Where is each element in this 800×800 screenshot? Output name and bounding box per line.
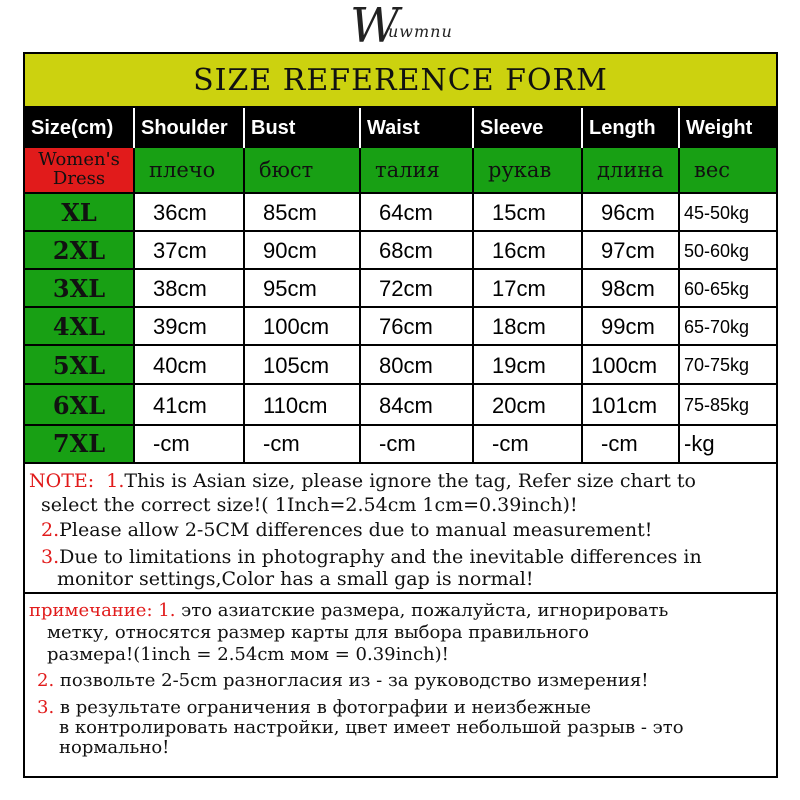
note-line [37,670,648,691]
ru-header-shoulder: плечо [135,148,245,194]
waist-value: 64cm [361,194,474,232]
length-value: 97cm [583,232,680,270]
table-row [25,270,776,308]
bust-value: -cm [245,426,361,462]
waist-value: -cm [361,426,474,462]
waist-value: 68cm [361,232,474,270]
sleeve-value: 16cm [474,232,583,270]
waist-value: 84cm [361,385,474,426]
weight-value: 60-65kg [680,270,776,308]
sleeve-value: 17cm [474,270,583,308]
note-number: 3. [41,546,60,568]
size-label: 6XL [25,385,135,426]
bust-value: 90cm [245,232,361,270]
weight-value: 75-85kg [680,385,776,426]
brand-logo [350,0,480,54]
size-label: XL [25,194,135,232]
ru-header-length: длина [583,148,680,194]
note-label: примечание: [29,600,153,621]
logo-text: uwmnu [388,22,453,41]
sleeve-value: -cm [474,426,583,462]
shoulder-value: 38cm [135,270,245,308]
sleeve-value: 15cm [474,194,583,232]
note-text: This is Asian size, please ignore the tag, Refer size chart to [124,470,696,492]
note-line [29,600,668,621]
ru-header-weight: вес [680,148,776,194]
header-weight: Weight [680,108,776,148]
shoulder-value: 37cm [135,232,245,270]
note-text: Please allow 2-5CM differences due to manual measurement! [59,519,653,541]
waist-value: 72cm [361,270,474,308]
title-banner [25,54,776,108]
table-row [25,385,776,426]
note-number: 2. [37,670,55,691]
bust-value: 100cm [245,308,361,346]
note-text: позвольте 2-5cm разногласия из - за руководство измерения! [59,670,649,691]
note-label: NOTE: [29,470,95,492]
weight-value: 45-50kg [680,194,776,232]
note-number: 1. [158,600,176,621]
ru-header-waist: талия [361,148,474,194]
russian-header-row [25,148,776,194]
notes-english [25,462,776,594]
table-row [25,346,776,385]
bust-value: 110cm [245,385,361,426]
note-text: это азиатские размера, пожалуйста, игнорировать [181,600,669,621]
size-label: 7XL [25,426,135,462]
table-row [25,232,776,270]
size-label: 2XL [25,232,135,270]
note-line [29,470,696,492]
note-text: размера!(1inch = 2.54cm мом = 0.39inch)! [47,644,449,665]
length-value: 96cm [583,194,680,232]
notes-russian [25,596,776,776]
note-line [41,519,652,541]
weight-value: 65-70kg [680,308,776,346]
sleeve-value: 20cm [474,385,583,426]
note-text: select the correct size!( 1Inch=2.54cm 1cm=0.39inch)! [41,494,578,516]
size-label: 5XL [25,346,135,385]
bust-value: 85cm [245,194,361,232]
shoulder-value: 40cm [135,346,245,385]
length-value: 100cm [583,346,680,385]
header-sleeve: Sleeve [474,108,583,148]
shoulder-value: 41cm [135,385,245,426]
note-text: нормально! [59,737,170,758]
table-row [25,426,776,462]
logo-letter: W [350,0,400,54]
weight-value: 70-75kg [680,346,776,385]
size-label: 4XL [25,308,135,346]
length-value: 99cm [583,308,680,346]
note-line [37,697,591,718]
length-value: -cm [583,426,680,462]
length-value: 98cm [583,270,680,308]
note-number: 2. [41,519,60,541]
women-dress-label: Women's Dress [25,148,135,194]
header-row [25,108,776,148]
shoulder-value: -cm [135,426,245,462]
sleeve-value: 19cm [474,346,583,385]
waist-value: 80cm [361,346,474,385]
note-text: monitor settings,Color has a small gap is normal! [57,568,534,590]
ru-header-sleeve: рукав [474,148,583,194]
header-bust: Bust [245,108,361,148]
note-number: 1. [106,470,125,492]
note-text: в результате ограничения в фотографии и неизбежные [59,697,592,718]
waist-value: 76cm [361,308,474,346]
weight-value: -kg [684,431,715,456]
size-label: 3XL [25,270,135,308]
ru-header-bust: бюст [245,148,361,194]
header-size: Size(cm) [25,108,135,148]
sleeve-value: 18cm [474,308,583,346]
table-row [25,194,776,232]
bust-value: 105cm [245,346,361,385]
header-length: Length [583,108,680,148]
table-row [25,308,776,346]
length-value: 101cm [583,385,680,426]
note-text: в контролировать настройки, цвет имеет небольшой разрыв - это [59,717,684,738]
shoulder-value: 39cm [135,308,245,346]
note-text: Due to limitations in photography and the inevitable differences in [59,546,702,568]
note-line [41,546,702,568]
note-number: 3. [37,697,55,718]
weight-value: 50-60kg [680,232,776,270]
bust-value: 95cm [245,270,361,308]
shoulder-value: 36cm [135,194,245,232]
header-waist: Waist [361,108,474,148]
header-shoulder: Shoulder [135,108,245,148]
page-title: SIZE REFERENCE FORM [193,63,608,98]
note-text: метку, относятся размер карты для выбора правильного [47,622,589,643]
